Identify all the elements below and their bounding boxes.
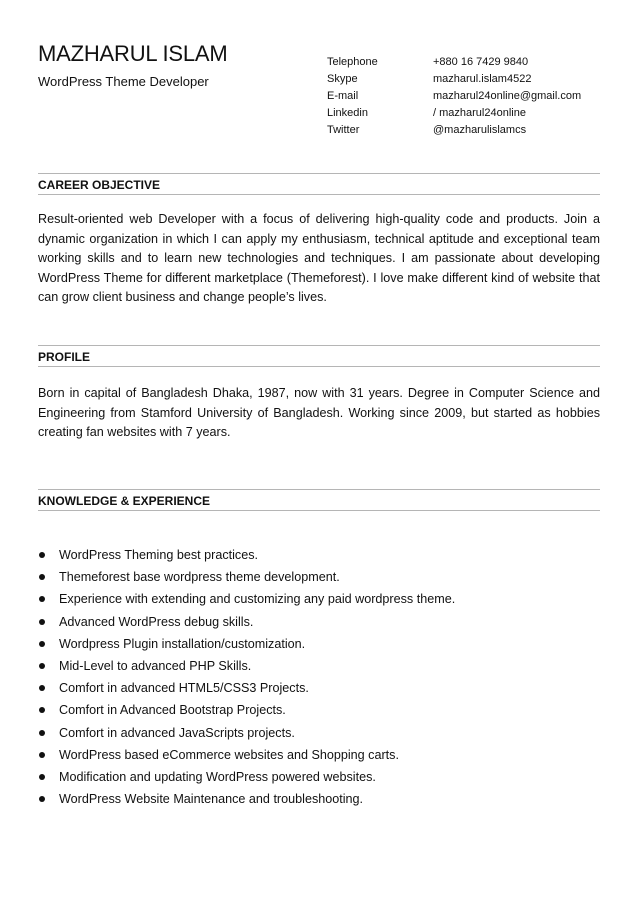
list-item-text: Advanced WordPress debug skills.	[59, 614, 254, 629]
contact-label: Twitter	[327, 124, 360, 136]
list-item	[38, 744, 600, 766]
profile-heading: PROFILE	[38, 345, 600, 367]
contact-row-telephone	[327, 54, 581, 71]
list-item	[38, 699, 600, 721]
list-item	[38, 788, 600, 810]
list-item	[38, 655, 600, 677]
bullet-icon	[39, 796, 45, 802]
list-item-text: WordPress Website Maintenance and troubleshooting.	[59, 792, 364, 807]
list-item-text: Experience with extending and customizing any paid wordpress theme.	[59, 592, 456, 607]
contact-label: E-mail	[327, 90, 359, 102]
career-objective-text: Result-oriented web Developer with a focus of delivering high-quality code and products. Join a dynamic organization in which I can apply my enthusiasm, technical aptitude and exceptional team working skills and to learn new technologies and techniques. I am passionate about developing WordPress Theme for different marketplace (Themeforest). I love make different kind of website that can grow client business and change people’s lives.	[38, 212, 600, 304]
list-item	[38, 544, 600, 566]
list-item-text: WordPress based eCommerce websites and Shopping carts.	[59, 747, 399, 762]
list-item	[38, 566, 600, 588]
job-title: WordPress Theme Developer	[38, 74, 209, 89]
career-objective-heading: CAREER OBJECTIVE	[38, 173, 600, 195]
bullet-icon	[39, 707, 45, 713]
contact-row-twitter	[327, 122, 581, 139]
list-item-text: Comfort in advanced HTML5/CSS3 Projects.	[59, 681, 309, 696]
list-item	[38, 722, 600, 744]
list-item-text: Comfort in advanced JavaScripts projects.	[59, 725, 295, 740]
contact-block	[327, 54, 581, 139]
bullet-icon	[39, 574, 45, 580]
list-item	[38, 677, 600, 699]
list-item-text: WordPress Theming best practices.	[59, 548, 259, 562]
list-item-text: Wordpress Plugin installation/customization.	[59, 636, 306, 651]
bullet-icon	[39, 730, 45, 736]
list-item-text: Comfort in Advanced Bootstrap Projects.	[59, 703, 286, 718]
list-item	[38, 766, 600, 788]
knowledge-heading: KNOWLEDGE & EXPERIENCE	[38, 489, 600, 511]
list-item	[38, 611, 600, 633]
bullet-icon	[39, 641, 45, 647]
bullet-icon	[39, 663, 45, 669]
bullet-icon	[39, 685, 45, 691]
contact-label: Linkedin	[327, 107, 368, 119]
telephone-value: +880 16 7429 9840	[433, 56, 529, 68]
contact-label: Telephone	[327, 56, 378, 68]
bullet-icon	[39, 552, 45, 558]
contact-row-email	[327, 88, 581, 105]
skills-list	[38, 544, 600, 810]
skype-value: mazharul.islam4522	[433, 73, 532, 85]
candidate-name: MAZHARUL ISLAM	[38, 41, 228, 66]
contact-row-linkedin	[327, 105, 581, 122]
twitter-value: @mazharulislamcs	[433, 124, 527, 136]
contact-row-skype	[327, 71, 581, 88]
list-item-text: Mid-Level to advanced PHP Skills.	[59, 659, 252, 674]
bullet-icon	[39, 619, 45, 625]
profile-text: Born in capital of Bangladesh Dhaka, 1987, now with 31 years. Degree in Computer Science and Engineering from Stamford University of Bangladesh. Working since 2009, but started as hobbies creating fan websites with 7 years.	[38, 386, 600, 439]
bullet-icon	[39, 752, 45, 758]
linkedin-value: / mazharul24online	[433, 107, 526, 119]
list-item-text: Themeforest base wordpress theme development.	[59, 570, 340, 585]
bullet-icon	[39, 596, 45, 602]
email-value: mazharul24online@gmail.com	[433, 90, 582, 102]
list-item-text: Modification and updating WordPress powered websites.	[59, 770, 376, 785]
contact-label: Skype	[327, 73, 358, 85]
list-item	[38, 588, 600, 610]
bullet-icon	[39, 774, 45, 780]
list-item	[38, 633, 600, 655]
